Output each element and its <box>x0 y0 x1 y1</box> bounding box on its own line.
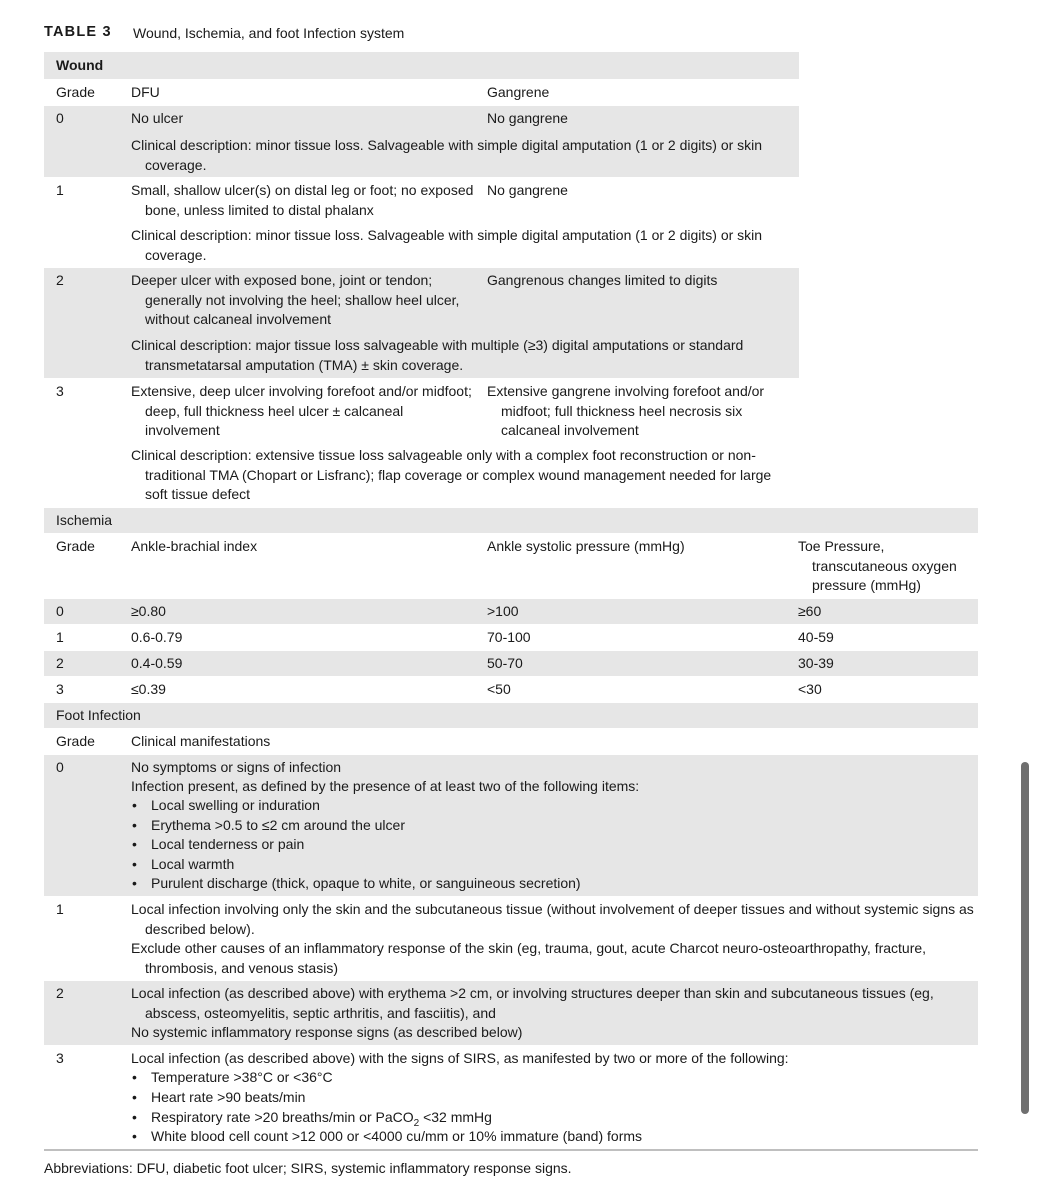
infection-section-band <box>44 703 978 728</box>
wound-section-band <box>44 52 799 79</box>
ischemia-header-asp: Ankle systolic pressure (mmHg) <box>487 538 685 554</box>
infection-g0-line2: Infection present, as defined by the presence of at least two of the following items: <box>131 778 640 794</box>
infection-g0-bullet: • Local warmth <box>151 855 234 875</box>
ischemia-toe-3: <30 <box>798 681 822 697</box>
ischemia-grade-3: 3 <box>56 681 64 697</box>
infection-g1-p2: Exclude other causes of an inflammatory response of the skin (eg, trauma, gout, acute Charcot neuro-osteoarthropathy, fracture, thrombosis, and venous stasis) <box>131 940 927 976</box>
infection-g3-bullet: • Heart rate >90 beats/min <box>151 1088 305 1108</box>
ischemia-asp-2: 50-70 <box>487 655 523 671</box>
paco2-tail: <32 mmHg <box>419 1109 492 1125</box>
ischemia-header-toe: Toe Pressure, transcutaneous oxygen pressure (mmHg) <box>798 538 957 593</box>
table-footnote: Abbreviations: DFU, diabetic foot ulcer; SIRS, systemic inflammatory response signs. <box>44 1160 572 1176</box>
ischemia-header-grade: Grade <box>56 538 95 554</box>
infection-g3-intro: Local infection (as described above) with the signs of SIRS, as manifested by two or more of the following: <box>131 1050 789 1066</box>
ischemia-asp-3: <50 <box>487 681 511 697</box>
ischemia-toe-2: 30-39 <box>798 655 834 671</box>
ischemia-abi-3: ≤0.39 <box>131 681 166 697</box>
ischemia-section-band <box>44 508 978 533</box>
wound-clinical-1: Clinical description: minor tissue loss. Salvageable with simple digital amputation (1 or 2 digits) or skin coverage. <box>131 227 763 263</box>
wound-clinical-2: Clinical description: major tissue loss salvageable with multiple (≥3) digital amputations or standard transmetatarsal amputation (TMA) ± skin coverage. <box>131 337 744 373</box>
ischemia-abi-2: 0.4-0.59 <box>131 655 183 671</box>
vertical-scrollbar[interactable] <box>1021 762 1029 1114</box>
table-label: TABLE 3 <box>44 24 112 40</box>
infection-g3-bullet-paco2 <box>151 1108 492 1128</box>
infection-g0-line1: No symptoms or signs of infection <box>131 759 342 775</box>
infection-grade-3: 3 <box>56 1050 64 1066</box>
ischemia-toe-1: 40-59 <box>798 629 834 645</box>
table-bottom-rule <box>44 1149 978 1151</box>
wound-gangrene-3: Extensive gangrene involving forefoot and/or midfoot; full thickness heel necrosis six calcaneal involvement <box>487 383 765 438</box>
wound-section-title: Wound <box>56 57 104 73</box>
ischemia-toe-0: ≥60 <box>798 603 822 619</box>
infection-g0-bullet: • Erythema >0.5 to ≤2 cm around the ulcer <box>151 816 405 836</box>
ischemia-abi-1: 0.6-0.79 <box>131 629 183 645</box>
infection-header-manifestations: Clinical manifestations <box>131 733 271 749</box>
wound-dfu-1: Small, shallow ulcer(s) on distal leg or foot; no exposed bone, unless limited to distal phalanx <box>131 182 474 218</box>
infection-g3-bullet: • Temperature >38°C or <36°C <box>151 1068 333 1088</box>
ischemia-header-abi: Ankle-brachial index <box>131 538 258 554</box>
wound-dfu-0: No ulcer <box>131 110 184 126</box>
wound-gangrene-2: Gangrenous changes limited to digits <box>487 272 718 288</box>
wound-grade-1: 1 <box>56 182 64 198</box>
infection-section-title: Foot Infection <box>56 707 141 723</box>
ischemia-grade-2: 2 <box>56 655 64 671</box>
paco2-text: Respiratory rate >20 breaths/min or PaCO <box>151 1109 414 1125</box>
ischemia-section-title: Ischemia <box>56 512 113 528</box>
wound-grade-3: 3 <box>56 383 64 399</box>
infection-grade-0: 0 <box>56 759 64 775</box>
wound-dfu-3: Extensive, deep ulcer involving forefoot and/or midfoot; deep, full thickness heel ulcer ± calcaneal involvement <box>131 383 472 438</box>
infection-grade-2: 2 <box>56 985 64 1001</box>
paco2-subscript: 2 <box>413 1117 420 1129</box>
wound-clinical-3: Clinical description: extensive tissue loss salvageable only with a complex foot reconstruction or non-traditional TMA (Chopart or Lisfranc); flap coverage or complex wound management needed for large soft tissue defect <box>131 447 772 502</box>
infection-g3-bullet: • White blood cell count >12 000 or <4000 cu/mm or 10% immature (band) forms <box>151 1127 642 1147</box>
infection-grade-1: 1 <box>56 901 64 917</box>
infection-g0-bullet: • Local swelling or induration <box>151 796 320 816</box>
wound-header-grade: Grade <box>56 84 95 100</box>
infection-g2-p1: Local infection (as described above) with erythema >2 cm, or involving structures deeper than skin and subcutaneous tissues (eg, abscess, osteomyelitis, septic arthritis, and fasciitis), and <box>131 985 934 1021</box>
infection-header-grade: Grade <box>56 733 95 749</box>
wound-gangrene-0: No gangrene <box>487 110 568 126</box>
wound-dfu-2: Deeper ulcer with exposed bone, joint or tendon; generally not involving the heel; shallow heel ulcer, without calcaneal involvement <box>131 272 460 327</box>
wound-gangrene-1: No gangrene <box>487 182 568 198</box>
infection-g2-p2: No systemic inflammatory response signs (as described below) <box>131 1024 523 1040</box>
wound-header-dfu: DFU <box>131 84 160 100</box>
ischemia-grade-0: 0 <box>56 603 64 619</box>
ischemia-asp-0: >100 <box>487 603 519 619</box>
infection-g0-bullet: • Purulent discharge (thick, opaque to white, or sanguineous secretion) <box>151 874 581 894</box>
infection-g1-p1: Local infection involving only the skin and the subcutaneous tissue (without involvement of deeper tissues and without systemic signs as described below). <box>131 901 974 937</box>
ischemia-asp-1: 70-100 <box>487 629 531 645</box>
infection-g0-bullet: • Local tenderness or pain <box>151 835 304 855</box>
wound-grade-0: 0 <box>56 110 64 126</box>
wound-grade-2: 2 <box>56 272 64 288</box>
ischemia-grade-1: 1 <box>56 629 64 645</box>
wound-header-gangrene: Gangrene <box>487 84 550 100</box>
wound-clinical-0: Clinical description: minor tissue loss. Salvageable with simple digital amputation (1 or 2 digits) or skin coverage. <box>131 137 763 173</box>
ischemia-abi-0: ≥0.80 <box>131 603 166 619</box>
table-title: Wound, Ischemia, and foot Infection system <box>133 25 405 41</box>
